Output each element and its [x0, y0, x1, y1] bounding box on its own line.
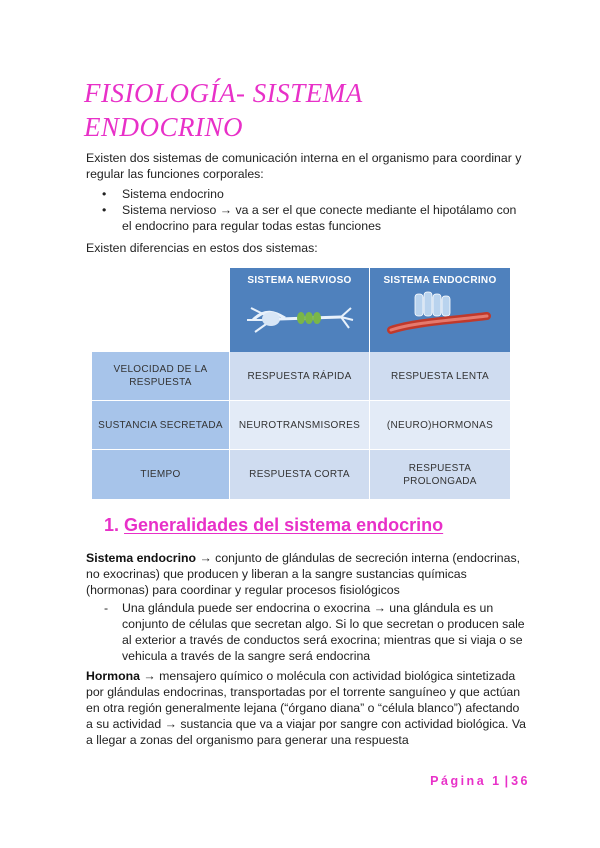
sistema-endocrino-paragraph [86, 550, 526, 598]
page-label: Página [430, 774, 487, 788]
term-hormona: Hormona [86, 669, 140, 683]
row-label-sustancia: SUSTANCIA SECRETADA [92, 401, 230, 450]
cell-nervioso-sustancia: NEUROTRANSMISORES [230, 401, 370, 450]
header-sistema-nervioso [230, 268, 370, 352]
intro-paragraph: Existen dos sistemas de comunicación interna en el organismo para coordinar y regular las funciones corporales: [86, 151, 522, 181]
comparison-table [92, 268, 510, 499]
differences-paragraph: Existen diferencias en estos dos sistemas: [86, 241, 318, 255]
page-title: FISIOLOGÍA- SISTEMA ENDOCRINO [84, 78, 363, 142]
page-total: 36 [511, 774, 530, 788]
list-item: • Sistema endocrino [86, 186, 526, 202]
hormona-paragraph [86, 668, 526, 748]
row-label-tiempo: TIEMPO [92, 450, 230, 499]
cell-nervioso-velocidad: RESPUESTA RÁPIDA [230, 352, 370, 401]
glandula-dash-list [86, 600, 526, 664]
blood-vessel-cells-illustration [370, 290, 510, 346]
header-label: SISTEMA ENDOCRINO [383, 275, 497, 286]
section-title: Generalidades del sistema endocrino [124, 515, 444, 535]
cell-endocrino-sustancia: (NEURO)HORMONAS [370, 401, 510, 450]
section-number: 1. [104, 515, 120, 535]
page-separator: | [504, 774, 509, 788]
row-label-velocidad: VELOCIDAD DE LA RESPUESTA [92, 352, 230, 401]
term-sistema-endocrino: Sistema endocrino [86, 551, 197, 565]
cell-nervioso-tiempo: RESPUESTA CORTA [230, 450, 370, 499]
header-label: SISTEMA NERVIOSO [247, 275, 352, 286]
list-item: • Sistema nervioso → va a ser el que conecte mediante el hipotálamo con el endocrino para regular todas estas funciones [86, 202, 526, 234]
list-item: - Una glándula puede ser endocrina o exocrina → una glándula es un conjunto de células que secretan algo. Si lo que secretan o producen sale al exterior a través de conductos será exocrina; mientras que si viaja o se vehicula a través de la sangre será endocrina [86, 600, 526, 664]
section-heading [104, 514, 443, 536]
page-current: 1 [492, 774, 502, 788]
page-number-footer [380, 774, 530, 788]
cell-endocrino-velocidad: RESPUESTA LENTA [370, 352, 510, 401]
header-sistema-endocrino [370, 268, 510, 352]
cell-endocrino-tiempo: RESPUESTA PROLONGADA [370, 450, 510, 499]
definition-sistema-endocrino: → conjunto de glándulas de secreción interna (endocrinas, no exocrinas) que producen y liberan a la sangre sustancias químicas (hormonas) para coordinar y regular procesos fisiológicos [86, 551, 521, 597]
definition-hormona: → mensajero químico o molécula con actividad biológica sintetizada por glándulas endocrinas, transportadas por el torrente sanguíneo y que actúan en otra región generalmente lejana (“órgano diana” o “célula blanco”) afectando a su actividad → sustancia que va a viajar por sangre con actividad biológica. Va a llegar a zonas del organismo para generar una respuesta [86, 669, 526, 747]
systems-bullet-list [86, 186, 526, 234]
neuron-illustration [230, 290, 369, 346]
